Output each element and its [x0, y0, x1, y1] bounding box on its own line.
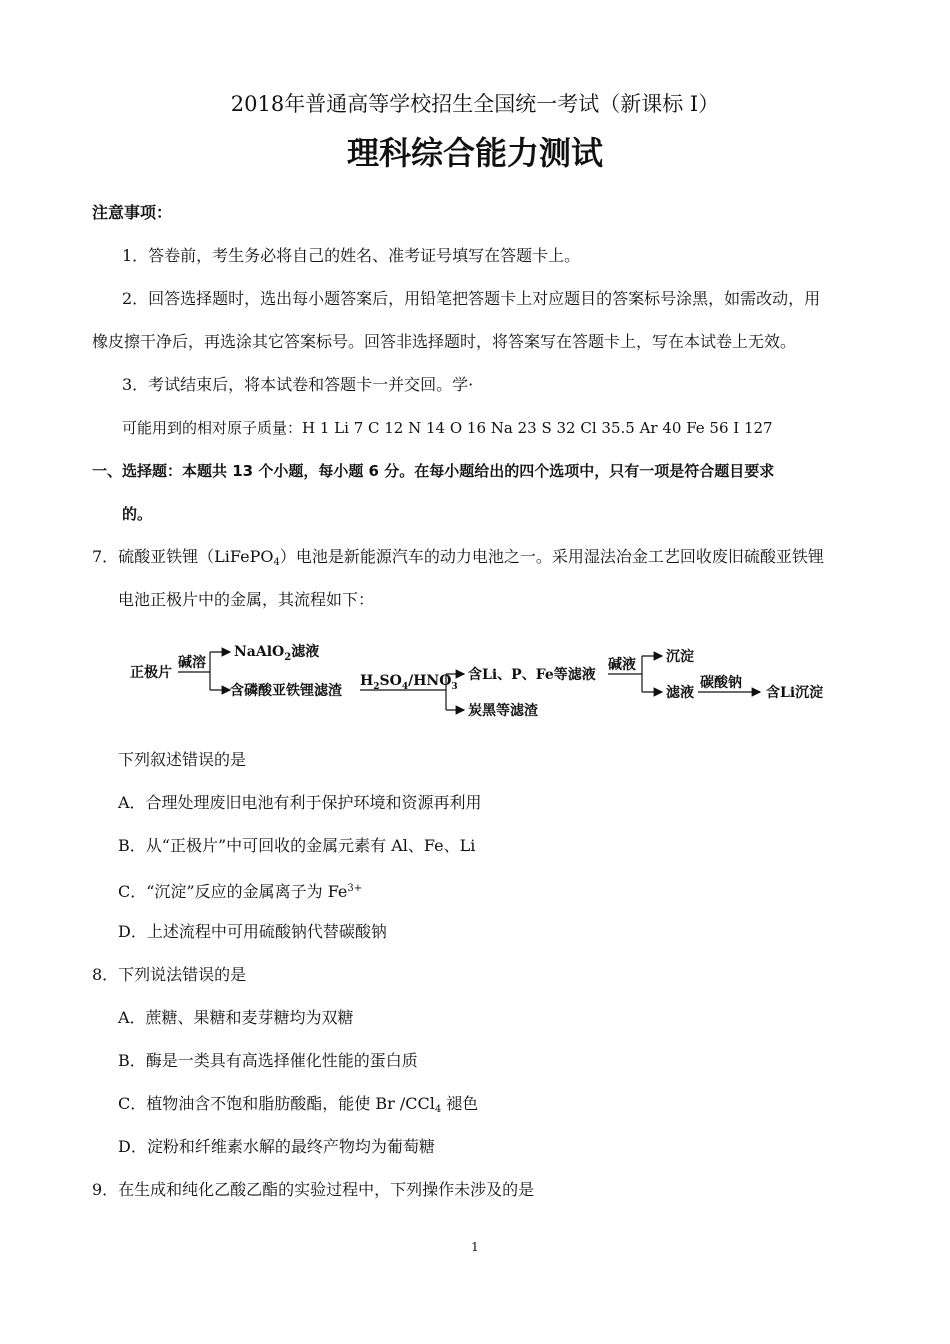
q7-option-c-sup: 3+: [347, 883, 363, 894]
reagent-so-sub: 4: [401, 682, 409, 692]
q7-option-b: B．从“正极片”中可回收的金属元素有 Al、Fe、Li: [118, 836, 476, 855]
q8-option-d: D．淀粉和纤维素水解的最终产物均为葡萄糖: [118, 1137, 435, 1156]
reagent-so: SO: [379, 673, 402, 689]
flow-out-li-precipitate: 含Li沉淀: [766, 685, 824, 701]
q7-option-c: [118, 879, 362, 902]
exam-subtitle: 理科综合能力测试: [346, 134, 603, 172]
flow-start: 正极片: [130, 665, 172, 681]
q7-text-a: 7．硫酸亚铁锂（LiFePO: [92, 547, 274, 566]
q7-option-a: A．合理处理废旧电池有利于保护环境和资源再利用: [118, 793, 482, 812]
q7-option-d: D．上述流程中可用硫酸钠代替碳酸钠: [118, 922, 387, 941]
flow-out-carbon: 炭黑等滤渣: [468, 703, 538, 719]
q8-stem: 8．下列说法错误的是: [92, 965, 247, 984]
exam-title: 2018年普通高等学校招生全国统一考试（新课标 I）: [230, 92, 720, 116]
q8-option-c-sub: 4: [434, 1104, 442, 1115]
q7-text-b: ）电池是新能源汽车的动力电池之一。采用湿法冶金工艺回收废旧硫酸亚铁锂: [279, 547, 824, 566]
q7-stem-line1: [92, 547, 824, 573]
flow-out-naalo2-b: 滤液: [291, 644, 320, 660]
q8-option-c-tail: 褪色: [441, 1094, 479, 1113]
q8-option-b: B．酶是一类具有高选择催化性能的蛋白质: [118, 1051, 418, 1070]
reagent-h-sub: 2: [373, 682, 380, 692]
q8-option-c-text: C．植物油含不饱和脂肪酸酯，能使 Br /CCl: [118, 1094, 435, 1113]
flow-step-sodium-carbonate: 碳酸钠: [700, 675, 742, 691]
flow-out-naalo2-a: NaAlO: [234, 644, 285, 660]
q7-subscript: 4: [273, 557, 280, 568]
atomic-masses: 可能用到的相对原子质量：H 1 Li 7 C 12 N 14 O 16 Na 23 S 32 Cl 35.5 Ar 40 Fe 56 I 127: [122, 419, 773, 437]
section-heading-line2: 的。: [122, 505, 153, 523]
q7-question: 下列叙述错误的是: [118, 750, 247, 769]
flow-out-residue: 含磷酸亚铁锂滤渣: [230, 683, 342, 699]
notice-item-2-line2: 橡皮擦干净后，再选涂其它答案标号。回答非选择题时，将答案写在答题卡上，写在本试卷上无效。: [92, 332, 797, 351]
notice-item-1: 1．答卷前，考生务必将自己的姓名、准考证号填写在答题卡上。: [122, 246, 581, 265]
reagent-hno: /HNO: [408, 673, 452, 689]
flow-step-alkali-dissolve: 碱溶: [178, 655, 206, 671]
flow-out-precipitate: 沉淀: [666, 649, 694, 665]
page-number: 1: [471, 1240, 479, 1254]
flow-out-naalo2-sub: 2: [284, 652, 292, 663]
q7-stem-line2: 电池正极片中的金属，其流程如下：: [118, 590, 375, 609]
process-flow-diagram: [120, 632, 840, 724]
q8-option-c: [118, 1094, 478, 1120]
q9-stem: 9．在生成和纯化乙酸乙酯的实验过程中，下列操作未涉及的是: [92, 1180, 535, 1199]
notice-item-3: 3．考试结束后，将本试卷和答题卡一并交回。学·: [122, 375, 474, 394]
flow-out-naalo2: [234, 643, 319, 663]
flow-step-alkali-solution: 碱液: [608, 657, 636, 673]
section-heading-line1: 一、选择题：本题共 13 个小题，每小题 6 分。在每小题给出的四个选项中，只有一项是符合题目要求: [92, 462, 775, 480]
flow-out-filtrate: 含Li、P、Fe等滤液: [468, 667, 596, 683]
notice-item-2-line1: 2．回答选择题时，选出每小题答案后，用铅笔把答题卡上对应题目的答案标号涂黑，如需改动，用: [122, 289, 821, 308]
q7-option-c-text: C．“沉淀”反应的金属离子为 Fe: [118, 882, 348, 901]
reagent-h: H: [360, 673, 374, 689]
notice-heading: 注意事项：: [92, 203, 173, 222]
reagent-hno-sub: 3: [451, 682, 458, 692]
flow-out-filtrate2: 滤液: [666, 685, 694, 701]
flow-reagent-acid: [360, 673, 458, 692]
q8-option-a: A．蔗糖、果糖和麦芽糖均为双糖: [118, 1008, 354, 1027]
